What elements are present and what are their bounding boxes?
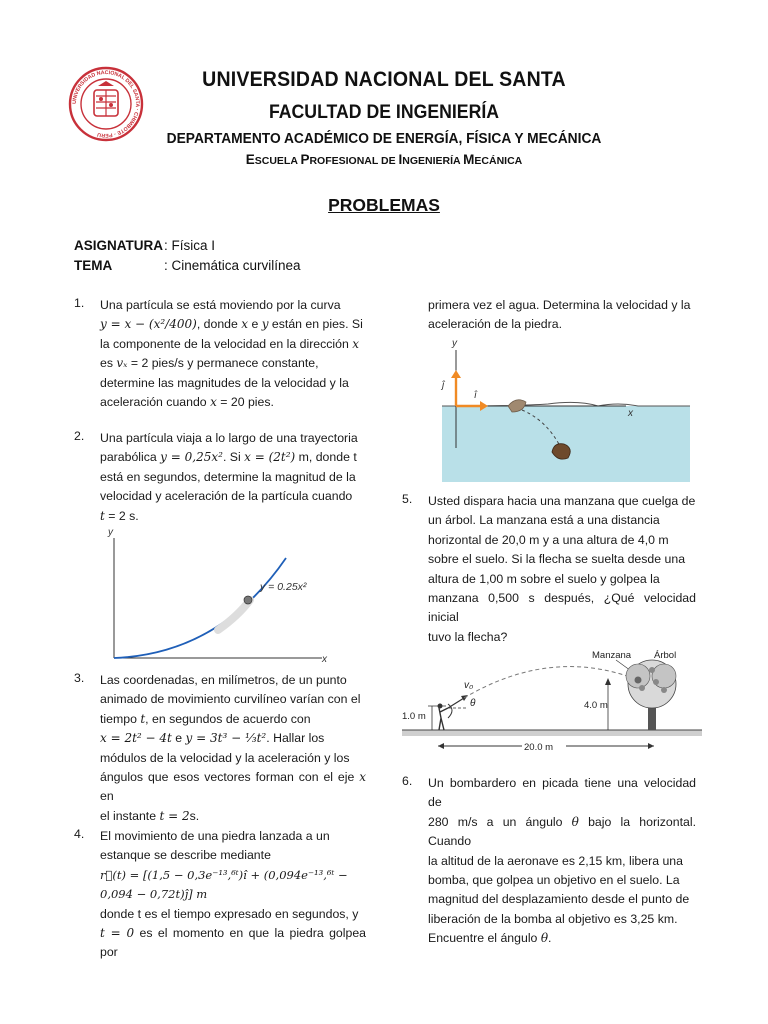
seal-text: UNIVERSIDAD NACIONAL DEL SANTA · CHIMBOTE - PERU — [71, 69, 141, 139]
apple-height-label: 4.0 m — [584, 700, 608, 711]
stone-water-figure — [428, 336, 690, 482]
parabola-y-axis-label: y — [108, 527, 113, 538]
unit-vector-j-label: ĵ — [442, 380, 445, 391]
water-x-axis-label: x — [628, 408, 633, 419]
apple-tree — [626, 660, 676, 730]
water-area — [442, 406, 690, 482]
problem-3-number: 3. — [74, 671, 85, 685]
arrow-trajectory — [464, 667, 638, 698]
topic-row — [74, 258, 301, 273]
problem-6-number: 6. — [402, 774, 413, 788]
launch-angle-label: θ — [470, 698, 476, 709]
water-y-axis-label: y — [452, 338, 457, 349]
department-name: DEPARTAMENTO ACADÉMICO DE ENERGÍA, FÍSICA Y MECÁNICA — [166, 131, 602, 147]
topic-label: TEMA — [74, 258, 113, 273]
unit-vector-i-label: î — [474, 390, 477, 401]
problem-1-number: 1. — [74, 296, 85, 310]
problem-2-number: 2. — [74, 429, 85, 443]
problem-1-text: Una partícula se está moviendo por la curva y = x − (x²/400), donde x e y están en pies. Si la componente de la velocidad en la dirección x es vₓ = 2 pies/s y permanece constante, determine las magnitudes de la velocidad y la aceleración cuando x = 20 pies. — [100, 298, 363, 410]
parabola-equation-label: y = 0.25x² — [260, 581, 307, 593]
subject-value: : Física I — [164, 238, 216, 253]
problem-5-number: 5. — [402, 492, 413, 506]
parabola-figure — [100, 524, 340, 664]
page-title: PROBLEMAS — [328, 195, 440, 215]
particle-point — [244, 596, 252, 604]
arrow-apple-figure — [402, 642, 702, 754]
school-name: ESCUELA PROFESIONAL DE INGENIERÍA MECÁNICA — [245, 152, 523, 167]
faculty-name: FACULTAD DE INGENIERÍA — [268, 102, 500, 123]
problem-5-text: Usted dispara hacia una manzana que cuelga de un árbol. La manzana está a una distancia horizontal de 20,0 m y a una altura de 4,0 m sobre el suelo. Si la flecha se suelta desde una altura de 1,00 m sobre el suelo y golpea la manzana 0,500 s después, ¿Qué velocidad inicial tuvo la flecha? — [428, 494, 696, 644]
tree-label: Árbol — [654, 650, 677, 661]
subject-label: ASIGNATURA — [74, 238, 163, 253]
horizontal-distance-label: 20.0 m — [524, 742, 554, 753]
problem-4-text-continued: primera vez el agua. Determina la velocidad y la aceleración de la piedra. — [428, 298, 691, 332]
subject-row — [74, 238, 215, 253]
topic-value: : Cinemática curvilínea — [164, 258, 301, 273]
apple-label: Manzana — [592, 650, 632, 661]
problem-4-number: 4. — [74, 827, 85, 841]
initial-velocity-label: v₀ — [464, 680, 474, 691]
problem-3-text: Las coordenadas, en milímetros, de un punto animado de movimiento curvilíneo varían con el tiempo t, en segundos de acuerdo con x = 2t² − 4t e y = 3t³ − ⅓t². Hallar los módulos de la velocidad y la aceleración y los ángulos que esos vectores forman con el eje x en el instante t = 2s. — [100, 673, 366, 823]
parabola-x-axis-label: x — [322, 654, 327, 664]
problem-4-text: El movimiento de una piedra lanzada a un estanque se describe mediante r⃗(t) = [(1,5 − 0,3e⁻¹³,⁶ᵗ)î + (0,094e⁻¹³,⁶ᵗ − 0,094 − 0,72t)ĵ] m donde t es el tiempo expresado en segundos, y t = 0 es el momento en que la piedra golpea por — [100, 829, 366, 960]
problem-2-text: Una partícula viaja a lo largo de una trayectoria parabólica y = 0,25x². Si x = (2t²) m, donde t está en segundos, determine la magnitud de la velocidad y aceleración de la partícula cuando t = 2 s. — [100, 431, 358, 523]
university-name: UNIVERSIDAD NACIONAL DEL SANTA — [202, 68, 566, 91]
arrow-release-height-label: 1.0 m — [402, 711, 426, 722]
problem-6-text: Un bombardero en picada tiene una velocidad de 280 m/s a un ángulo θ bajo la horizontal. Cuando la altitud de la aeronave es 2,15 km, libera una bomba, que golpea un objetivo en el suelo. La magnitud del desplazamiento desde el punto de liberación de la bomba al objetivo es 3,25 km. Encuentre el ángulo θ. — [428, 776, 696, 946]
parabola-curve — [114, 558, 286, 658]
